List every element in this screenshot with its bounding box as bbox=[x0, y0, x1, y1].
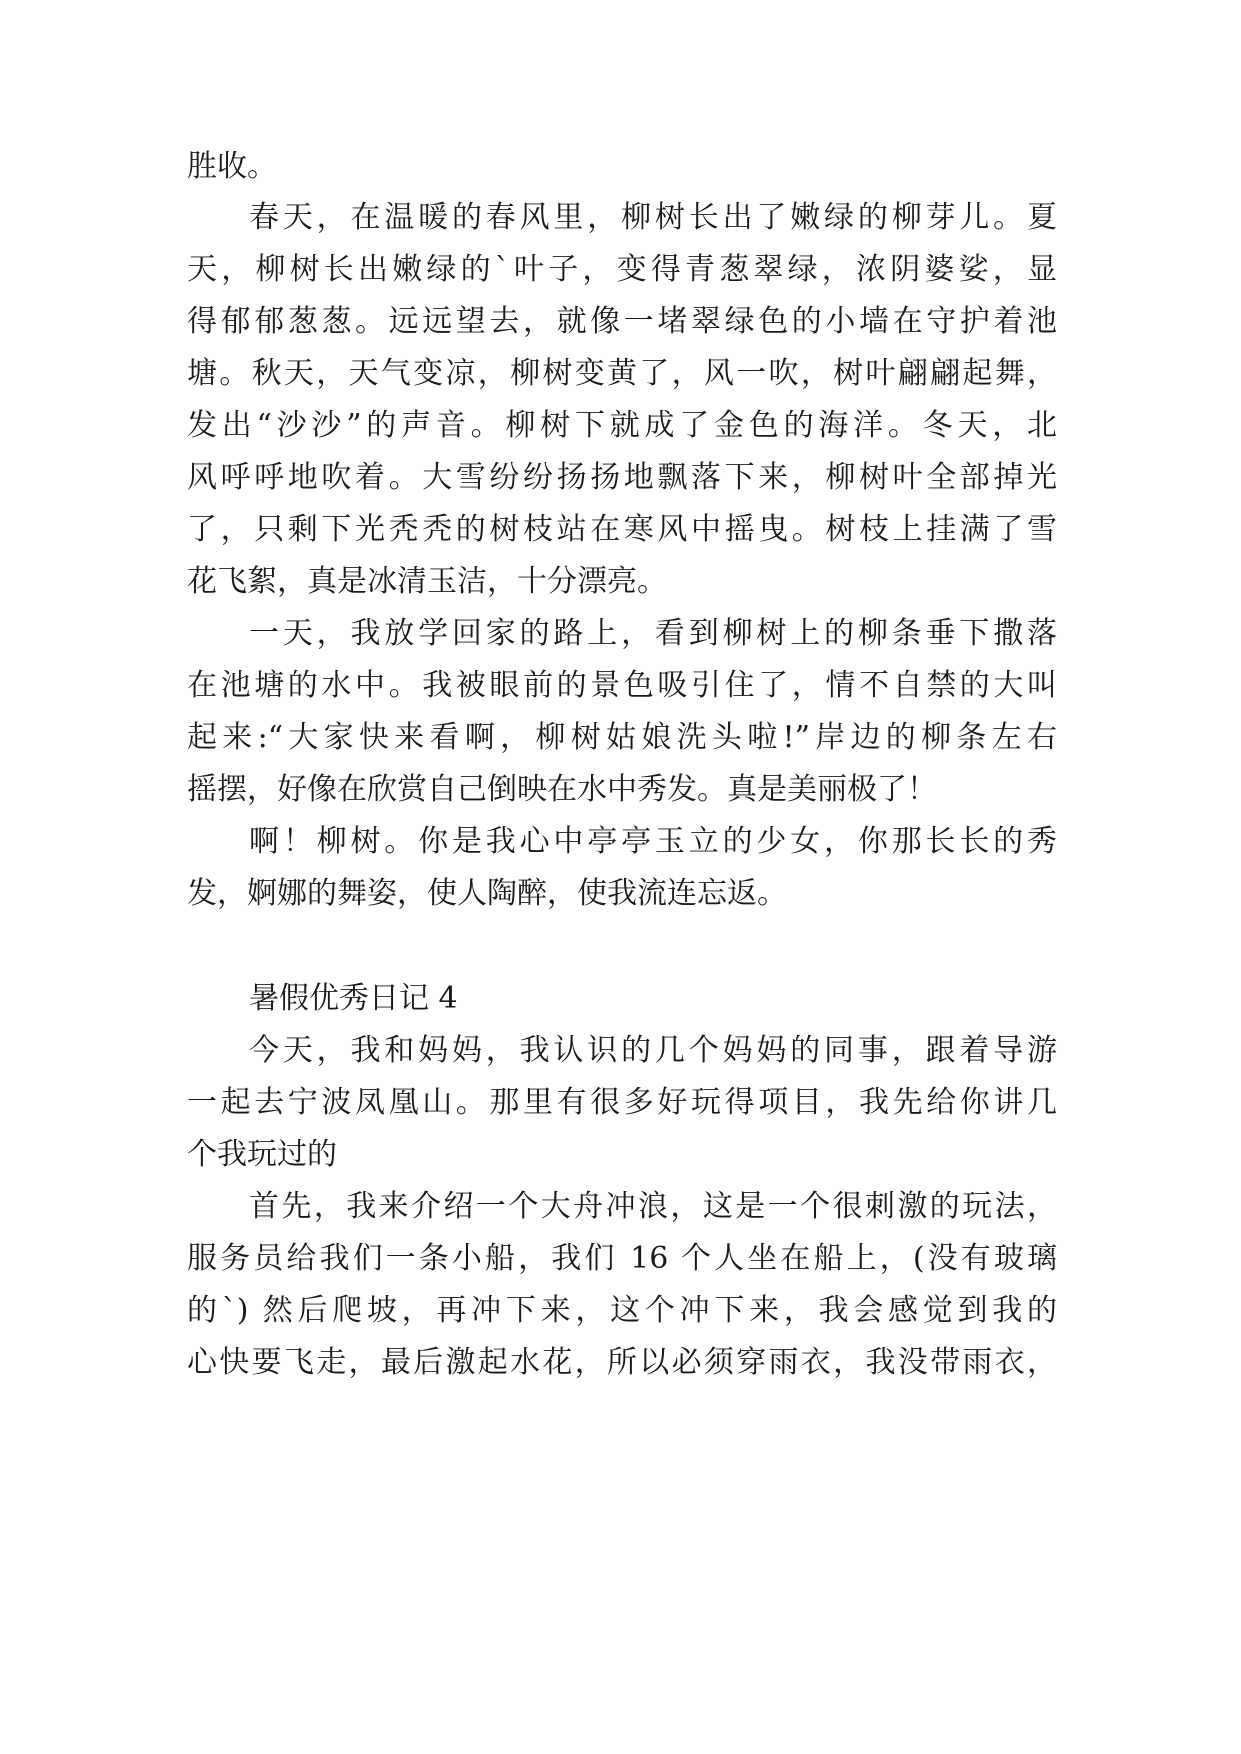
section-title: 暑假优秀日记 4 bbox=[249, 981, 458, 1016]
paragraph-line: 服务员给我们一条小船，我们 16 个人坐在船上，(没有玻璃 bbox=[187, 1241, 1057, 1276]
paragraph-line: 的`) 然后爬坡，再冲下来，这个冲下来，我会感觉到我的 bbox=[187, 1293, 1057, 1328]
paragraph-line: 首先，我来介绍一个大舟冲浪，这是一个很刺激的玩法， bbox=[249, 1189, 1057, 1224]
paragraph-line: 春天，在温暖的春风里，柳树长出了嫩绿的柳芽儿。夏 bbox=[249, 200, 1057, 235]
paragraph-line: 啊！柳树。你是我心中亭亭玉立的少女，你那长长的秀 bbox=[249, 824, 1057, 859]
paragraph-line: 一起去宁波凤凰山。那里有很多好玩得项目，我先给你讲几 bbox=[187, 1085, 1057, 1120]
paragraph-line: 一天，我放学回家的路上，看到柳树上的柳条垂下撒落 bbox=[249, 616, 1057, 651]
paragraph-line: 发出“沙沙”的声音。柳树下就成了金色的海洋。冬天，北 bbox=[187, 408, 1057, 443]
paragraph-line: 在池塘的水中。我被眼前的景色吸引住了，情不自禁的大叫 bbox=[187, 668, 1057, 703]
paragraph-line: 心快要飞走，最后激起水花，所以必须穿雨衣，我没带雨衣， bbox=[187, 1345, 1057, 1380]
paragraph-line: 发，婀娜的舞姿，使人陶醉，使我流连忘返。 bbox=[187, 876, 787, 911]
paragraph-line: 今天，我和妈妈，我认识的几个妈妈的同事，跟着导游 bbox=[249, 1033, 1057, 1068]
paragraph-line: 胜收。 bbox=[187, 149, 277, 184]
paragraph-line: 花飞絮，真是冰清玉洁，十分漂亮。 bbox=[187, 564, 667, 599]
paragraph-line: 得郁郁葱葱。远远望去，就像一堵翠绿色的小墙在守护着池 bbox=[187, 304, 1057, 339]
paragraph-line: 摇摆，好像在欣赏自己倒映在水中秀发。真是美丽极了！ bbox=[187, 772, 937, 807]
paragraph-line: 起来:“大家快来看啊，柳树姑娘洗头啦!”岸边的柳条左右 bbox=[187, 720, 1057, 755]
paragraph-line: 个我玩过的 bbox=[187, 1137, 337, 1172]
paragraph-line: 了，只剩下光秃秃的树枝站在寒风中摇曳。树枝上挂满了雪 bbox=[187, 512, 1057, 547]
paragraph-line: 塘。秋天，天气变凉，柳树变黄了，风一吹，树叶翩翩起舞， bbox=[187, 356, 1057, 391]
paragraph-line: 天，柳树长出嫩绿的`叶子，变得青葱翠绿，浓阴婆娑，显 bbox=[187, 252, 1057, 287]
paragraph-line: 风呼呼地吹着。大雪纷纷扬扬地飘落下来，柳树叶全部掉光 bbox=[187, 460, 1057, 495]
